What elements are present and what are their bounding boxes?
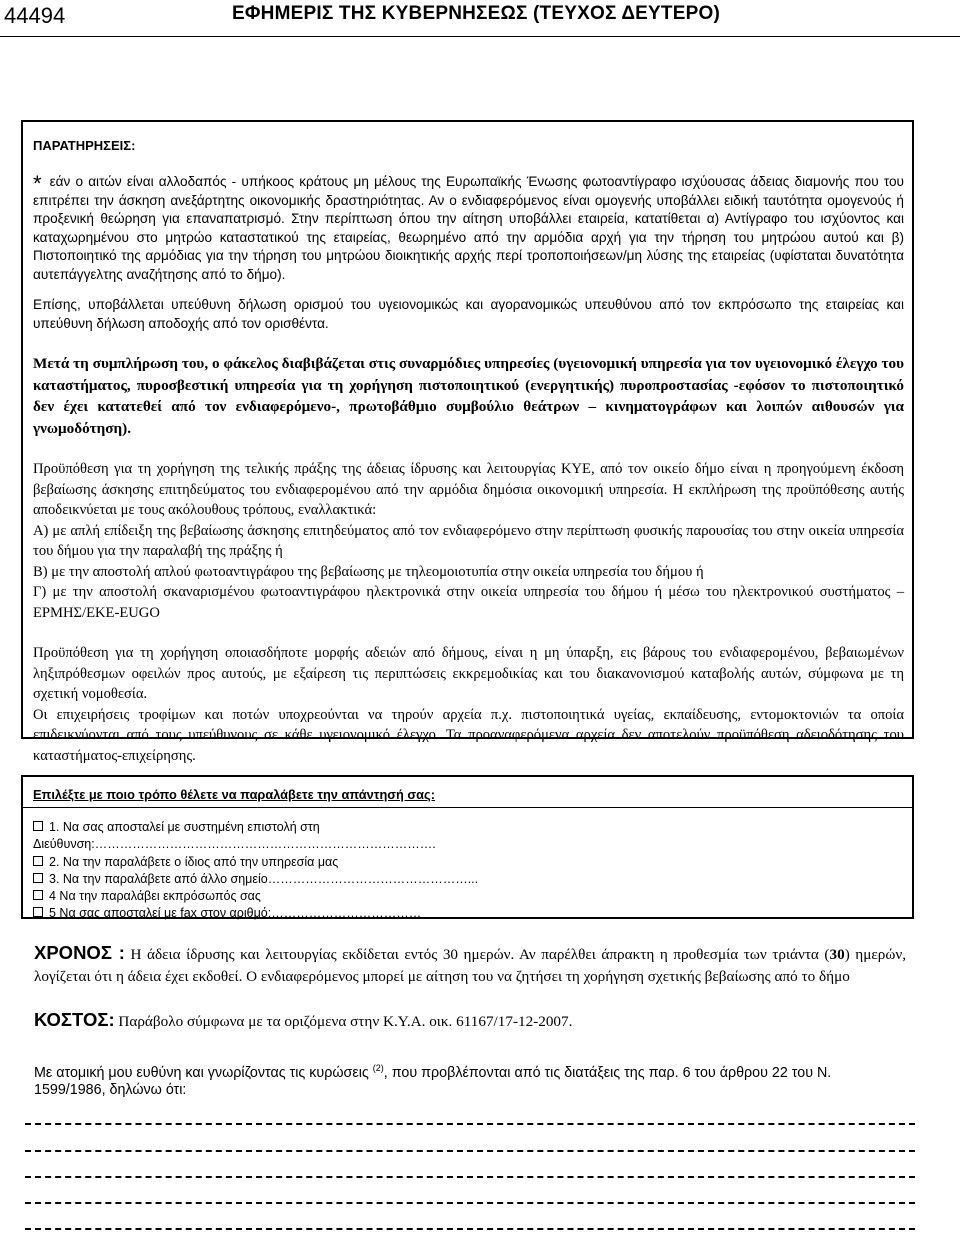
delivery-option-5[interactable] (33, 905, 478, 922)
notes-paragraph-1 (33, 173, 904, 284)
delivery-divider (23, 807, 912, 808)
delivery-option-label: 2. Να την παραλάβετε ο ίδιος από την υπηρεσία μας (49, 854, 339, 869)
notes-p1-text: εάν ο αιτών είναι αλλοδαπός - υπήκοος κράτους μη μέλους της Ευρωπαϊκής Ένωσης φωτοαντίγραφο ισχύουσας άδειας διαμονής που του επιτρέπει την άσκηση ανεξάρτητης οικονομικής δραστηριότητας. Αν ο ενδιαφερόμενος είναι ομογενής υποβάλλει ειδική ταυτότητα ομογενούς ή προξενική θεώρηση για επαναπατρισμό. Στην περίπτωση όπου την αίτηση υποβάλλει εταιρεία, κατατίθεται α) Αντίγραφο του ισχύοντος και καταχωρημένου στο μητρώο καταστατικού της εταιρείας, θεωρημένο από την αρμόδια αρχή για την τήρηση του μητρώου αυτού και β) Πιστοποιητικό της αρμόδιας για την τήρηση του μητρώου διοικητικής αρχής περί τροποποιήσεων/μη λύσης της εταιρείας (υφίσταται δυνατότητα αυτεπάγγελτης αναζήτησης από το δήμο). (33, 174, 904, 282)
declaration-text (34, 1060, 894, 1099)
notes-p4-line: Γ) με την αποστολή σκαναρισμένου φωτοαντιγράφου ηλεκτρονικά στην οικεία υπηρεσία του δήμου ή μέσω του ηλεκτρονικού συστήματος –ΕΡΜΗΣ/ΕΚΕ-EUGO (33, 584, 904, 621)
delivery-option-label: 5 Να σας αποσταλεί με fax στον αριθμό:……………………………… (49, 906, 422, 921)
time-label: ΧΡΟΝΟΣ : (34, 942, 125, 963)
delivery-option-1[interactable] (33, 819, 478, 836)
declaration-footnote-ref: (2) (372, 1063, 384, 1073)
declaration-part-1: Με ατομική μου ευθύνη και γνωρίζοντας τις κυρώσεις (34, 1065, 369, 1081)
cost-text: Παράβολο σύμφωνα με τα οριζόμενα στην Κ.Υ.Α. οικ. 61167/17-12-2007. (118, 1013, 573, 1030)
delivery-address-line[interactable] (33, 836, 478, 853)
delivery-option-4[interactable] (33, 888, 478, 905)
notes-p4-line: Β) με την αποστολή απλού φωτοαντιγράφου της βεβαίωσης με τηλεομοιοτυπία στην οικεία υπηρεσία του δήμου ή (33, 563, 704, 580)
asterisk-mark: * (33, 171, 42, 196)
gazette-title: ΕΦΗΜΕΡΙΣ ΤΗΣ ΚΥΒΕΡΝΗΣΕΩΣ (ΤΕΥΧΟΣ ΔΕΥΤΕΡΟ) (232, 3, 720, 24)
notes-paragraph-4 (33, 459, 904, 623)
checkbox-icon[interactable] (33, 821, 43, 831)
declaration-dash-line[interactable] (25, 1202, 915, 1204)
checkbox-icon[interactable] (33, 856, 43, 866)
notes-paragraph-2: Επίσης, υποβάλλεται υπεύθυνη δήλωση ορισμού του υγειονομικώς και αγορανομικώς υπευθύνου από τον εκπρόσωπο της εταιρείας και υπεύθυνη δήλωση αποδοχής από τον ορισθέντα. (33, 297, 904, 331)
checkbox-icon[interactable] (33, 907, 43, 917)
declaration-dash-line[interactable] (25, 1123, 915, 1125)
notes-paragraph-bold: Μετά τη συμπλήρωση του, ο φάκελος διαβιβάζεται στις συναρμόδιες υπηρεσίες (υγειονομική υπηρεσία για τον υγειονομικό έλεγχο του καταστήματος, πυροσβεστική υπηρεσία για τη χορήγηση πιστοποιητικού (ενεργητικής) πυροπροστασίας -εφόσον το πιστοποιητικό δεν έχει κατατεθεί από τον ενδιαφερόμενο-, πρωτοβάθμιο συμβούλιο θεάτρων – κινηματογράφων και λοιπών αιθουσών για γνωμοδότηση). (33, 355, 904, 437)
time-text-2: ) ημερών, λογίζεται ότι η άδεια έχει εκδοθεί. Ο ενδιαφερόμενος μπορεί με αίτηση του να ζητήσει τη χορήγηση σχετικής βεβαίωσης από το δήμο (34, 946, 906, 985)
declaration-part-2: , που προβλέπονται από τις διατάξεις της παρ. 6 του άρθρου 22 του Ν. 1599/1986, δηλώνω ότι: (34, 1065, 832, 1098)
delivery-title: Επιλέξτε με ποιο τρόπο θέλετε να παραλάβετε την απάντησή σας: (33, 787, 435, 802)
cost-label: ΚΟΣΤΟΣ: (34, 1009, 115, 1030)
time-text-1: Η άδεια ίδρυσης και λειτουργίας εκδίδεται εντός 30 ημερών. Αν παρέλθει άπρακτη η προθεσμία των τριάντα ( (130, 946, 830, 963)
delivery-option-2[interactable] (33, 854, 478, 871)
delivery-options (33, 819, 478, 923)
delivery-method-box (21, 775, 914, 919)
declaration-dash-line[interactable] (25, 1176, 915, 1178)
notes-paragraph-6: Οι επιχειρήσεις τροφίμων και ποτών υποχρεούνται να τηρούν αρχεία π.χ. πιστοποιητικά υγείας, εκπαίδευσης, εντομοκτονιών τα οποία επιδεικνύονται από τους υπεύθυνους σε κάθε υγειονομικό έλεγχο. Τα προαναφερόμενα αρχεία δεν αποτελούν προϋπόθεση αδειοδότησης του καταστήματος-επιχείρησης. (33, 706, 904, 764)
delivery-option-label: 3. Να την παραλάβετε από άλλο σημείο…………………………………………... (49, 871, 479, 886)
delivery-option-3[interactable] (33, 871, 478, 888)
delivery-address-label: Διεύθυνση:………………………………………………………………………. (33, 837, 436, 852)
checkbox-icon[interactable] (33, 890, 43, 900)
notes-paragraph-5: Προϋπόθεση για τη χορήγηση οποιασδήποτε μορφής αδειών από δήμους, είναι η μη ύπαρξη, εις βάρους του ενδιαφερομένου, βεβαιωμένων ληξιπρόθεσμων οφειλών προς αυτούς, με εξαίρεση τις περιπτώσεις εκκρεμοδικίας και του διακανονισμού καταβολής αυτών, σύμφωνα με τη σχετική νομοθεσία. (33, 645, 904, 702)
page-header (0, 0, 960, 37)
notes-p4-line: Προϋπόθεση για τη χορήγηση της τελικής πράξης της άδειας ίδρυσης και λειτουργίας ΚΥΕ, από τον οικείο δήμο είναι η προηγούμενη έκδοση βεβαίωσης άσκησης επιτηδεύματος του ενδιαφερομένου από την αρμόδια δημόσια οικονομική υπηρεσία. Η εκπλήρωση της προϋπόθεσης αυτής αποδεικνύεται με τους ακόλουθους τρόπους, εναλλακτικά: (33, 461, 904, 518)
notes-heading: ΠΑΡΑΤΗΡΗΣΕΙΣ: (33, 138, 136, 153)
delivery-option-label: 1. Να σας αποσταλεί με συστημένη επιστολή στη (49, 820, 320, 834)
time-days-bold: 30 (829, 946, 845, 963)
delivery-option-label: 4 Να την παραλάβει εκπρόσωπός σας (49, 889, 261, 904)
notes-p4-line: Α) με απλή επίδειξη της βεβαίωσης άσκησης επιτηδεύματος από τον ενδιαφερόμενο στην περίπτωση φυσικής παρουσίας του στην οικεία υπηρεσία του δήμου για την παραλαβή της πράξης ή (33, 522, 904, 559)
declaration-dash-line[interactable] (25, 1228, 915, 1230)
notes-box (21, 120, 914, 764)
time-section (34, 942, 906, 987)
checkbox-icon[interactable] (33, 873, 43, 883)
cost-section (34, 1009, 906, 1032)
page-number: 44494 (4, 3, 66, 28)
declaration-dash-line[interactable] (25, 1150, 915, 1152)
